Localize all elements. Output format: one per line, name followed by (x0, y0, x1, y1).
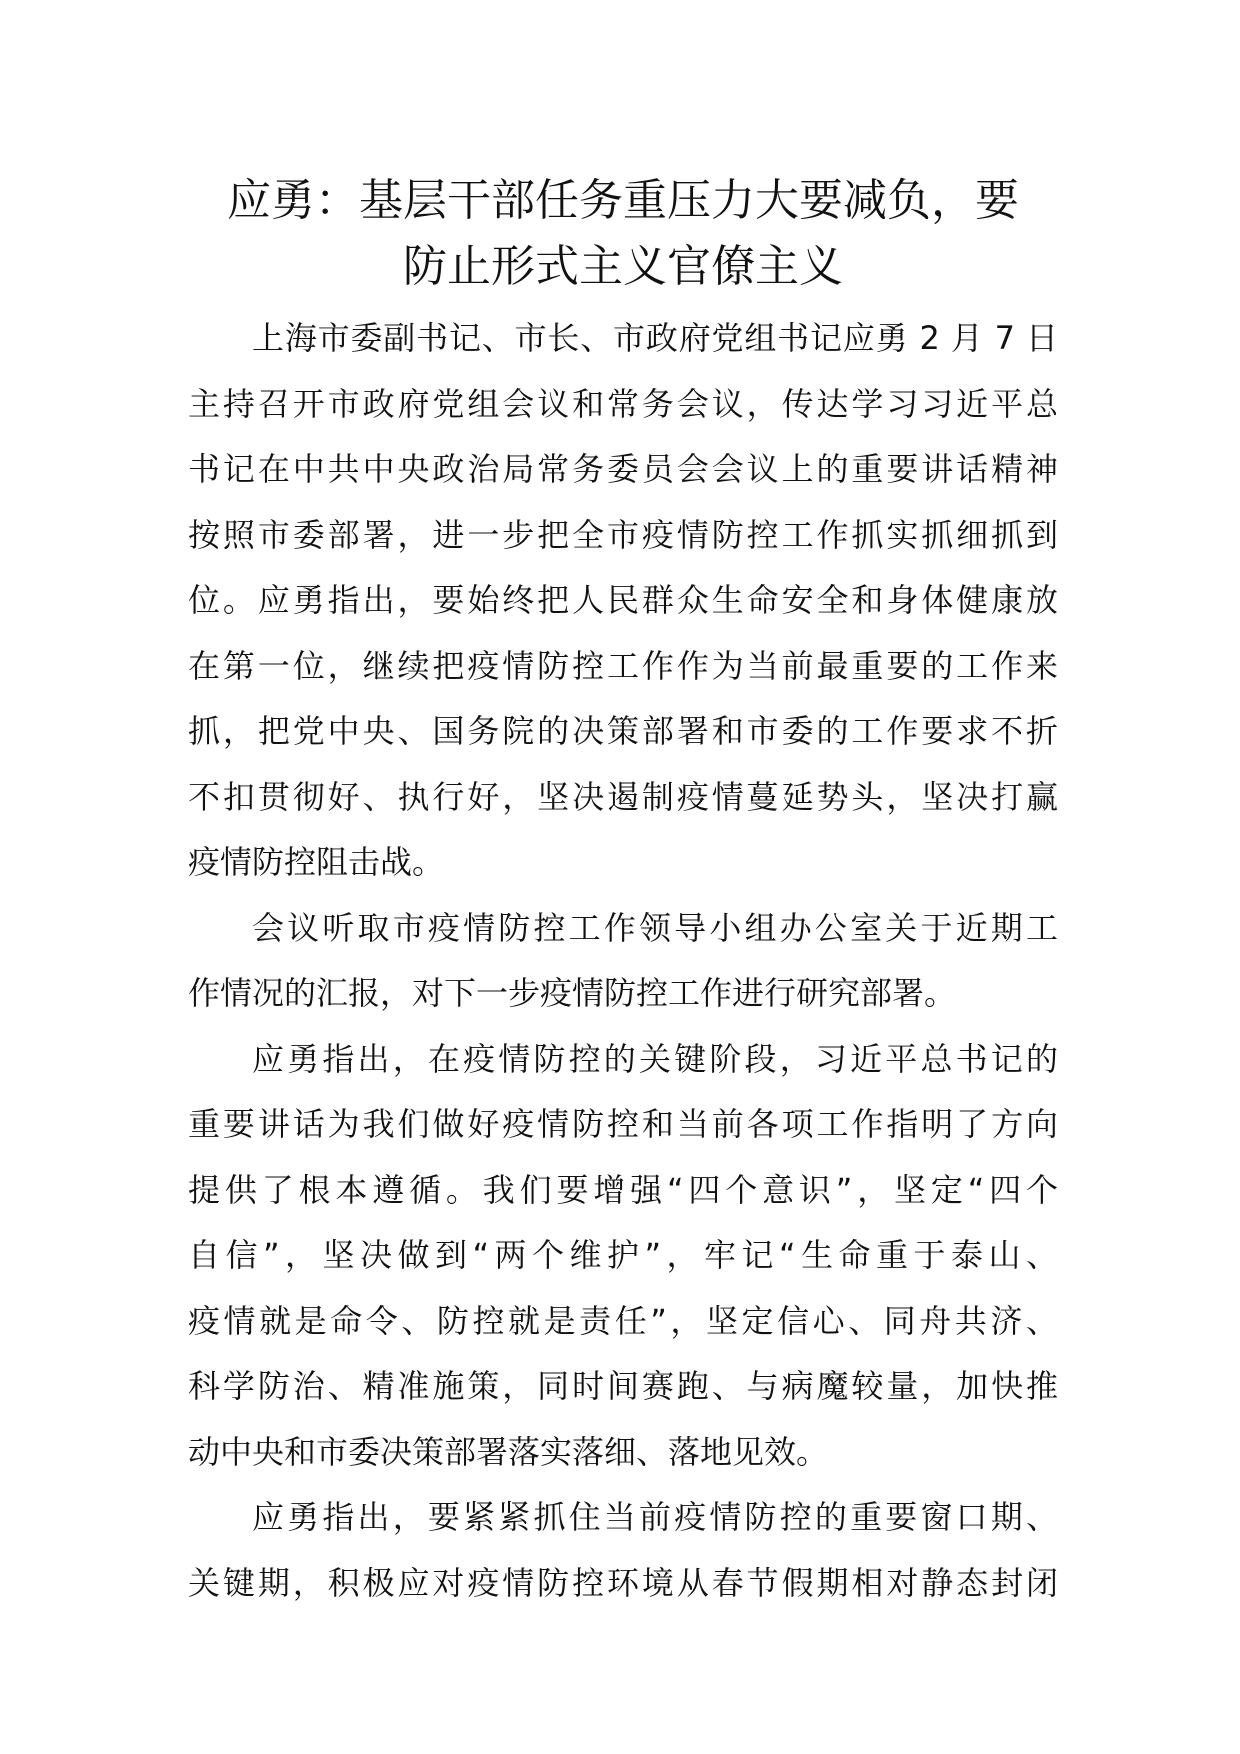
text-line: 重要讲话为我们做好疫情防控和当前各项工作指明了方向 (188, 1105, 1058, 1143)
title-line: 防止形式主义官僚主义 (403, 241, 843, 292)
text-line: 主持召开市政府党组会议和常务会议，传达学习习近平总 (188, 384, 1058, 423)
text-line: 提供了根本遵循。我们要增强“四个意识”，坚定“四个 (188, 1170, 1058, 1209)
text-line: 上海市委副书记、市长、市政府党组书记应勇 2 月 7 日 (252, 319, 1058, 357)
document-body (188, 306, 1058, 1616)
document-content (188, 168, 1058, 1616)
text-line: 应勇指出，要紧紧抓住当前疫情防控的重要窗口期、 (252, 1498, 1058, 1536)
text-line: 会议听取市疫情防控工作领导小组办公室关于近期工 (252, 908, 1058, 947)
text-line: 关键期，积极应对疫情防控环境从春节假期相对静态封闭 (188, 1563, 1058, 1602)
text-line: 书记在中共中央政治局常务委员会会议上的重要讲话精神 (188, 450, 1058, 488)
text-line: 抓，把党中央、国务院的决策部署和市委的工作要求不折 (188, 712, 1058, 750)
title-line: 应勇：基层干部任务重压力大要减负，要 (227, 175, 1019, 226)
text-line: 疫情就是命令、防控就是责任”，坚定信心、同舟共济、 (188, 1301, 1058, 1340)
text-line: 疫情防控阻击战。 (188, 843, 445, 881)
text-line: 科学防治、精准施策，同时间赛跑、与病魔较量，加快推 (188, 1367, 1058, 1405)
paragraph-1 (188, 306, 1058, 896)
text-line: 应勇指出，在疫情防控的关键阶段，习近平总书记的 (252, 1039, 1058, 1078)
text-line: 在第一位，继续把疫情防控工作作为当前最重要的工作来 (188, 646, 1058, 685)
text-line: 按照市委部署，进一步把全市疫情防控工作抓实抓细抓到 (188, 515, 1058, 554)
text-line: 不扣贯彻好、执行好，坚决遏制疫情蔓延势头，坚决打赢 (188, 777, 1058, 816)
paragraph-3 (188, 1027, 1058, 1486)
paragraph-4 (188, 1485, 1058, 1616)
paragraph-2 (188, 896, 1058, 1027)
document-title (188, 168, 1058, 300)
text-line: 作情况的汇报，对下一步疫情防控工作进行研究部署。 (188, 974, 957, 1012)
text-line: 位。应勇指出，要始终把人民群众生命安全和身体健康放 (188, 581, 1058, 619)
text-line: 动中央和市委决策部署落实落细、落地见效。 (188, 1432, 829, 1471)
text-line: 自信”，坚决做到“两个维护”，牢记“生命重于泰山、 (188, 1236, 1058, 1274)
